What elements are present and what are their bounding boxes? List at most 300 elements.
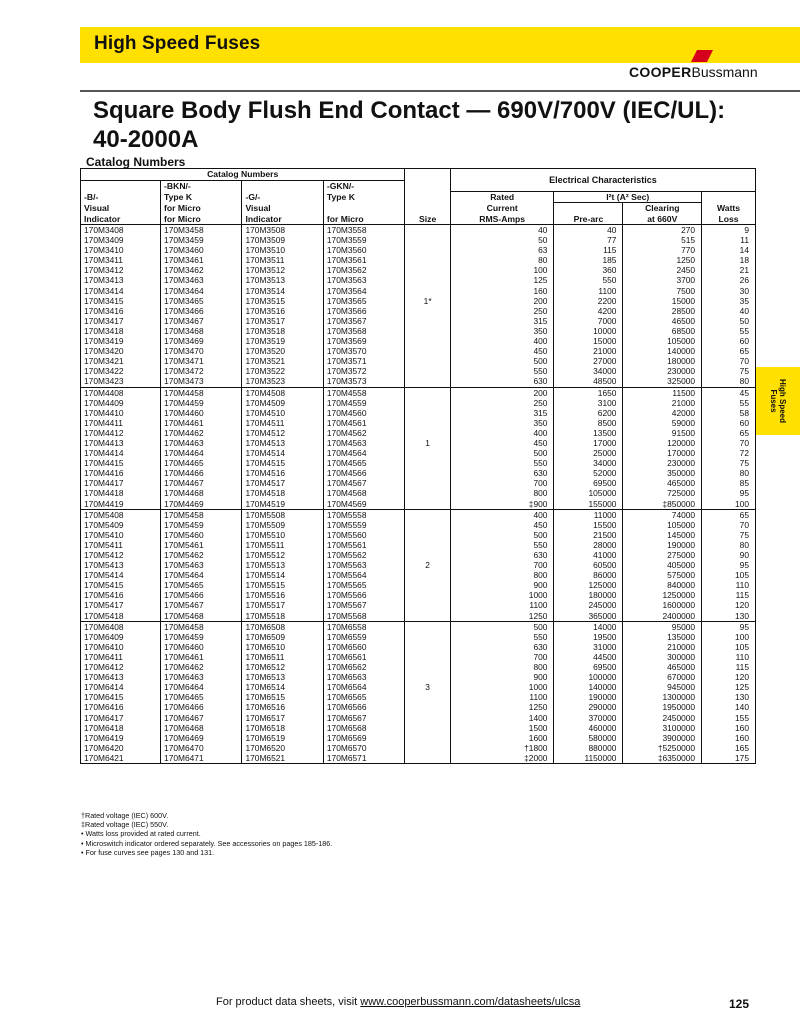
table-row bbox=[81, 632, 756, 642]
size-cell bbox=[405, 326, 451, 336]
b-catalog: 170M6414 bbox=[84, 682, 124, 693]
prearc-i2t: 11000 bbox=[554, 509, 623, 520]
gkn-catalog: 170M3560 bbox=[323, 245, 404, 255]
clearing-i2t: 120000 bbox=[623, 438, 702, 448]
clearing-i2t: 46500 bbox=[623, 316, 702, 326]
watts-loss: 21 bbox=[702, 265, 756, 275]
clearing-i2t: 465000 bbox=[623, 662, 702, 672]
table-row bbox=[81, 702, 756, 712]
b-catalog: 170M6419 bbox=[84, 732, 124, 743]
g-catalog: 170M5509 bbox=[242, 520, 323, 530]
rated-current: ‡2000 bbox=[450, 753, 554, 764]
bkn-catalog: 170M5458 bbox=[161, 509, 242, 520]
watts-loss: 125 bbox=[702, 682, 756, 692]
g-catalog: 170M4517 bbox=[242, 478, 323, 488]
clearing-i2t: 91500 bbox=[623, 428, 702, 438]
g-catalog: 170M3519 bbox=[242, 336, 323, 346]
clearing-i2t: ‡850000 bbox=[623, 499, 702, 510]
size-cell bbox=[405, 540, 451, 550]
watts-loss: 90 bbox=[702, 550, 756, 560]
size-cell bbox=[405, 225, 451, 236]
watts-loss: 95 bbox=[702, 560, 756, 570]
bkn-catalog: 170M4459 bbox=[161, 398, 242, 408]
size-cell bbox=[405, 408, 451, 418]
bkn-catalog: 170M5465 bbox=[161, 580, 242, 590]
rated-current: 160 bbox=[450, 286, 554, 296]
b-catalog: 170M5410 bbox=[84, 529, 124, 540]
watts-loss: 110 bbox=[702, 580, 756, 590]
g-catalog: 170M6516 bbox=[242, 702, 323, 712]
clearing-i2t: 1600000 bbox=[623, 600, 702, 610]
table-row bbox=[81, 600, 756, 610]
prearc-i2t: 25000 bbox=[554, 448, 623, 458]
table-row bbox=[81, 398, 756, 408]
cooper-bussmann-logo bbox=[629, 50, 769, 84]
watts-loss: 11 bbox=[702, 235, 756, 245]
g-catalog: 170M5514 bbox=[242, 570, 323, 580]
table-row bbox=[81, 438, 756, 448]
g-catalog: 170M6517 bbox=[242, 713, 323, 723]
size-cell bbox=[405, 499, 451, 510]
size-cell bbox=[405, 662, 451, 672]
bkn-catalog: 170M3465 bbox=[161, 296, 242, 306]
size-cell bbox=[405, 570, 451, 580]
header-rated-1: Rated bbox=[450, 191, 554, 203]
rated-current: 500 bbox=[450, 621, 554, 632]
prearc-i2t: 31000 bbox=[554, 642, 623, 652]
table-row bbox=[81, 376, 756, 387]
b-catalog: 170M5408 bbox=[84, 509, 124, 520]
gkn-catalog: 170M6558 bbox=[323, 621, 404, 632]
gkn-catalog: 170M4565 bbox=[323, 458, 404, 468]
gkn-catalog: 170M5565 bbox=[323, 580, 404, 590]
size-cell bbox=[405, 255, 451, 265]
header-g-3: Indicator bbox=[242, 214, 323, 225]
prearc-i2t: 550 bbox=[554, 275, 623, 285]
bkn-catalog: 170M3466 bbox=[161, 306, 242, 316]
b-catalog: 170M3417 bbox=[84, 315, 124, 326]
rated-current: 1600 bbox=[450, 733, 554, 743]
rated-current: 250 bbox=[450, 306, 554, 316]
clearing-i2t: 15000 bbox=[623, 296, 702, 306]
prearc-i2t: 360 bbox=[554, 265, 623, 275]
rated-current: 250 bbox=[450, 398, 554, 408]
size-cell bbox=[405, 753, 451, 764]
size-cell: 1* bbox=[405, 296, 451, 306]
size-cell bbox=[405, 387, 451, 398]
section-title: High Speed Fuses bbox=[94, 33, 261, 54]
clearing-i2t: 7500 bbox=[623, 286, 702, 296]
clearing-i2t: 95000 bbox=[623, 621, 702, 632]
b-catalog: 170M6421 bbox=[81, 753, 161, 764]
bkn-catalog: 170M3463 bbox=[161, 275, 242, 285]
gkn-catalog: 170M4558 bbox=[323, 387, 404, 398]
bkn-catalog: 170M5461 bbox=[161, 540, 242, 550]
rated-current: 40 bbox=[450, 225, 554, 236]
b-catalog: 170M6420 bbox=[84, 742, 124, 753]
gkn-catalog: 170M3567 bbox=[323, 316, 404, 326]
page-footer bbox=[216, 996, 580, 1008]
b-catalog: 170M3410 bbox=[84, 245, 124, 256]
clearing-i2t: 840000 bbox=[623, 580, 702, 590]
g-catalog: 170M5518 bbox=[242, 611, 323, 622]
size-cell bbox=[405, 478, 451, 488]
watts-loss: 80 bbox=[702, 540, 756, 550]
prearc-i2t: 69500 bbox=[554, 662, 623, 672]
size-cell bbox=[405, 235, 451, 245]
gkn-catalog: 170M5567 bbox=[323, 600, 404, 610]
prearc-i2t: 460000 bbox=[554, 723, 623, 733]
bkn-catalog: 170M4466 bbox=[161, 468, 242, 478]
gkn-catalog: 170M3570 bbox=[323, 346, 404, 356]
prearc-i2t: 155000 bbox=[554, 499, 623, 510]
g-catalog: 170M5517 bbox=[242, 600, 323, 610]
rated-current: 1250 bbox=[450, 611, 554, 622]
rated-current: 900 bbox=[450, 672, 554, 682]
rated-current: 630 bbox=[450, 642, 554, 652]
clearing-i2t: 275000 bbox=[623, 550, 702, 560]
bkn-catalog: 170M5464 bbox=[161, 570, 242, 580]
g-catalog: 170M4508 bbox=[242, 387, 323, 398]
prearc-i2t: 245000 bbox=[554, 600, 623, 610]
prearc-i2t: 86000 bbox=[554, 570, 623, 580]
gkn-catalog: 170M4562 bbox=[323, 428, 404, 438]
gkn-catalog: 170M6570 bbox=[323, 743, 404, 753]
page-number: 125 bbox=[729, 997, 750, 1011]
b-catalog: 170M5409 bbox=[84, 519, 124, 530]
size-cell bbox=[405, 336, 451, 346]
watts-loss: 105 bbox=[702, 570, 756, 580]
bkn-catalog: 170M3461 bbox=[161, 255, 242, 265]
watts-loss: 140 bbox=[702, 702, 756, 712]
table-row bbox=[81, 448, 756, 458]
rated-current: 125 bbox=[450, 275, 554, 285]
b-catalog: 170M3411 bbox=[84, 255, 123, 266]
header-b-3: Indicator bbox=[81, 214, 161, 225]
table-row bbox=[81, 265, 756, 275]
table-row bbox=[81, 713, 756, 723]
rated-current: 1500 bbox=[450, 723, 554, 733]
table-row bbox=[81, 753, 756, 764]
clearing-i2t: 28500 bbox=[623, 306, 702, 316]
table-row bbox=[81, 590, 756, 600]
gkn-catalog: 170M6571 bbox=[323, 753, 404, 764]
clearing-i2t: 105000 bbox=[623, 520, 702, 530]
g-catalog: 170M3518 bbox=[242, 326, 323, 336]
rated-current: 1100 bbox=[450, 600, 554, 610]
bkn-catalog: 170M5468 bbox=[161, 611, 242, 622]
table-row bbox=[81, 275, 756, 285]
header-clearing-2: at 660V bbox=[623, 214, 702, 225]
rated-current: 50 bbox=[450, 235, 554, 245]
table-row bbox=[81, 621, 756, 632]
size-cell bbox=[405, 550, 451, 560]
g-catalog: 170M5513 bbox=[242, 560, 323, 570]
gkn-catalog: 170M3571 bbox=[323, 356, 404, 366]
prearc-i2t: 140000 bbox=[554, 682, 623, 692]
table-row bbox=[81, 570, 756, 580]
watts-loss: 70 bbox=[702, 356, 756, 366]
g-catalog: 170M3512 bbox=[242, 265, 323, 275]
rated-current: 63 bbox=[450, 245, 554, 255]
gkn-catalog: 170M5561 bbox=[323, 540, 404, 550]
footnotes bbox=[81, 811, 332, 857]
rated-current: 80 bbox=[450, 255, 554, 265]
prearc-i2t: 28000 bbox=[554, 540, 623, 550]
prearc-i2t: 3100 bbox=[554, 398, 623, 408]
b-catalog: 170M6416 bbox=[84, 702, 124, 713]
watts-loss: 115 bbox=[702, 590, 756, 600]
table-row bbox=[81, 550, 756, 560]
g-catalog: 170M4515 bbox=[242, 458, 323, 468]
table-row bbox=[81, 743, 756, 753]
bkn-catalog: 170M6462 bbox=[161, 662, 242, 672]
prearc-i2t: 15500 bbox=[554, 520, 623, 530]
clearing-i2t: 2450000 bbox=[623, 713, 702, 723]
watts-loss: 130 bbox=[702, 692, 756, 702]
gkn-catalog: 170M4569 bbox=[323, 499, 404, 510]
watts-loss: 160 bbox=[702, 733, 756, 743]
table-row bbox=[81, 458, 756, 468]
prearc-i2t: 1100 bbox=[554, 286, 623, 296]
watts-loss: 155 bbox=[702, 713, 756, 723]
prearc-i2t: 44500 bbox=[554, 652, 623, 662]
watts-loss: 65 bbox=[702, 509, 756, 520]
watts-loss: 85 bbox=[702, 478, 756, 488]
header-size: Size bbox=[405, 214, 451, 225]
gkn-catalog: 170M4568 bbox=[323, 488, 404, 498]
rated-current: 500 bbox=[450, 530, 554, 540]
prearc-i2t: 8500 bbox=[554, 418, 623, 428]
footnote: • Watts loss provided at rated current. bbox=[81, 829, 201, 839]
table-row bbox=[81, 580, 756, 590]
b-catalog: 170M3421 bbox=[84, 356, 124, 367]
header-g-1: -G/- bbox=[242, 191, 323, 203]
size-cell bbox=[405, 743, 451, 753]
size-cell bbox=[405, 509, 451, 520]
bkn-catalog: 170M4460 bbox=[161, 408, 242, 418]
watts-loss: 50 bbox=[702, 316, 756, 326]
table-row bbox=[81, 560, 756, 570]
prearc-i2t: 41000 bbox=[554, 550, 623, 560]
bkn-catalog: 170M5467 bbox=[161, 600, 242, 610]
size-cell bbox=[405, 530, 451, 540]
header-prearc: Pre-arc bbox=[554, 214, 623, 225]
gkn-catalog: 170M3563 bbox=[323, 275, 404, 285]
header-watts-2: Loss bbox=[702, 214, 756, 225]
watts-loss: 100 bbox=[702, 632, 756, 642]
gkn-catalog: 170M3572 bbox=[323, 366, 404, 376]
rated-current: 400 bbox=[450, 336, 554, 346]
fuse-table bbox=[80, 168, 756, 764]
bkn-catalog: 170M3468 bbox=[161, 326, 242, 336]
clearing-i2t: 1300000 bbox=[623, 692, 702, 702]
gkn-catalog: 170M6561 bbox=[323, 652, 404, 662]
g-catalog: 170M6519 bbox=[242, 733, 323, 743]
prearc-i2t: 100000 bbox=[554, 672, 623, 682]
rated-current: 550 bbox=[450, 458, 554, 468]
watts-loss: 35 bbox=[702, 296, 756, 306]
rated-current: 700 bbox=[450, 560, 554, 570]
size-cell bbox=[405, 286, 451, 296]
gkn-catalog: 170M5563 bbox=[323, 560, 404, 570]
clearing-i2t: 3900000 bbox=[623, 733, 702, 743]
g-catalog: 170M4514 bbox=[242, 448, 323, 458]
bkn-catalog: 170M3469 bbox=[161, 336, 242, 346]
b-catalog: 170M3416 bbox=[84, 305, 124, 316]
clearing-i2t: 3100000 bbox=[623, 723, 702, 733]
bkn-catalog: 170M5462 bbox=[161, 550, 242, 560]
size-cell bbox=[405, 621, 451, 632]
g-catalog: 170M5515 bbox=[242, 580, 323, 590]
size-cell bbox=[405, 265, 451, 275]
clearing-i2t: 2450 bbox=[623, 265, 702, 275]
clearing-i2t: 325000 bbox=[623, 376, 702, 387]
size-cell bbox=[405, 632, 451, 642]
rated-current: †1800 bbox=[450, 743, 554, 753]
table-row bbox=[81, 682, 756, 692]
rated-current: 900 bbox=[450, 580, 554, 590]
bkn-catalog: 170M6458 bbox=[161, 621, 242, 632]
gkn-catalog: 170M4567 bbox=[323, 478, 404, 488]
size-cell bbox=[405, 356, 451, 366]
size-cell bbox=[405, 458, 451, 468]
bkn-catalog: 170M4467 bbox=[161, 478, 242, 488]
bkn-catalog: 170M6470 bbox=[161, 743, 242, 753]
g-catalog: 170M3514 bbox=[242, 286, 323, 296]
clearing-i2t: 68500 bbox=[623, 326, 702, 336]
g-catalog: 170M3511 bbox=[242, 255, 323, 265]
size-cell bbox=[405, 488, 451, 498]
g-catalog: 170M4511 bbox=[242, 418, 323, 428]
g-catalog: 170M6520 bbox=[242, 743, 323, 753]
gkn-catalog: 170M5562 bbox=[323, 550, 404, 560]
watts-loss: 95 bbox=[702, 488, 756, 498]
watts-loss: 120 bbox=[702, 672, 756, 682]
rated-current: 400 bbox=[450, 428, 554, 438]
size-cell bbox=[405, 366, 451, 376]
g-catalog: 170M6513 bbox=[242, 672, 323, 682]
gkn-catalog: 170M3564 bbox=[323, 286, 404, 296]
rated-current: 550 bbox=[450, 540, 554, 550]
rated-current: 450 bbox=[450, 520, 554, 530]
g-catalog: 170M3517 bbox=[242, 316, 323, 326]
b-catalog: 170M4409 bbox=[84, 397, 124, 408]
size-cell bbox=[405, 428, 451, 438]
table-row bbox=[81, 408, 756, 418]
rated-current: 315 bbox=[450, 316, 554, 326]
clearing-i2t: 670000 bbox=[623, 672, 702, 682]
table-row bbox=[81, 235, 756, 245]
gkn-catalog: 170M3562 bbox=[323, 265, 404, 275]
header-rated-3: RMS-Amps bbox=[450, 214, 554, 225]
gkn-catalog: 170M3559 bbox=[323, 235, 404, 245]
prearc-i2t: 1150000 bbox=[554, 753, 623, 764]
header-b-1: -B/- bbox=[84, 191, 99, 202]
table-row bbox=[81, 306, 756, 316]
b-catalog: 170M3419 bbox=[84, 336, 124, 347]
bkn-catalog: 170M3458 bbox=[161, 225, 242, 236]
size-cell bbox=[405, 346, 451, 356]
rated-current: 450 bbox=[450, 438, 554, 448]
prearc-i2t: 370000 bbox=[554, 713, 623, 723]
rated-current: 350 bbox=[450, 326, 554, 336]
gkn-catalog: 170M3558 bbox=[323, 225, 404, 236]
b-catalog: 170M6408 bbox=[84, 621, 124, 632]
size-cell bbox=[405, 376, 451, 387]
gkn-catalog: 170M5568 bbox=[323, 611, 404, 622]
table-row bbox=[81, 478, 756, 488]
bkn-catalog: 170M3470 bbox=[161, 346, 242, 356]
page-title: Square Body Flush End Contact — 690V/700V (IEC/UL): 40-2000A bbox=[93, 97, 726, 153]
table-row bbox=[81, 316, 756, 326]
clearing-i2t: 515 bbox=[623, 235, 702, 245]
g-catalog: 170M3520 bbox=[242, 346, 323, 356]
g-catalog: 170M3513 bbox=[242, 275, 323, 285]
b-catalog: 170M4416 bbox=[84, 468, 124, 479]
g-catalog: 170M4512 bbox=[242, 428, 323, 438]
table-row bbox=[81, 286, 756, 296]
clearing-i2t: 465000 bbox=[623, 478, 702, 488]
gkn-catalog: 170M6564 bbox=[323, 682, 404, 692]
header-b-2: Visual bbox=[84, 202, 110, 213]
bkn-catalog: 170M4468 bbox=[161, 488, 242, 498]
prearc-i2t: 77 bbox=[554, 235, 623, 245]
watts-loss: 40 bbox=[702, 306, 756, 316]
bkn-catalog: 170M3459 bbox=[161, 235, 242, 245]
clearing-i2t: 135000 bbox=[623, 632, 702, 642]
g-catalog: 170M4513 bbox=[242, 438, 323, 448]
b-catalog: 170M4417 bbox=[84, 478, 124, 489]
clearing-i2t: 725000 bbox=[623, 488, 702, 498]
header-gkn-1: -GKN/- bbox=[323, 180, 404, 191]
g-catalog: 170M3509 bbox=[242, 235, 323, 245]
table-row bbox=[81, 245, 756, 255]
watts-loss: 55 bbox=[702, 326, 756, 336]
g-catalog: 170M5508 bbox=[242, 509, 323, 520]
bkn-catalog: 170M3471 bbox=[161, 356, 242, 366]
prearc-i2t: 105000 bbox=[554, 488, 623, 498]
footnote: • Microswitch indicator ordered separately. See accessories on pages 185-186. bbox=[81, 838, 333, 848]
datasheets-link[interactable]: www.cooperbussmann.com/datasheets/ulcsa bbox=[360, 996, 581, 1008]
table-row bbox=[81, 326, 756, 336]
b-catalog: 170M6415 bbox=[84, 692, 124, 703]
g-catalog: 170M6509 bbox=[242, 632, 323, 642]
clearing-i2t: 270 bbox=[623, 225, 702, 236]
watts-loss: 80 bbox=[702, 468, 756, 478]
b-catalog: 170M3418 bbox=[84, 325, 124, 336]
bkn-catalog: 170M5459 bbox=[161, 520, 242, 530]
prearc-i2t: 125000 bbox=[554, 580, 623, 590]
size-cell: 3 bbox=[405, 682, 451, 692]
prearc-i2t: 4200 bbox=[554, 306, 623, 316]
clearing-i2t: 1250 bbox=[623, 255, 702, 265]
footnote: †Rated voltage (IEC) 600V. bbox=[81, 811, 169, 820]
b-catalog: 170M4410 bbox=[84, 407, 124, 418]
rated-current: 500 bbox=[450, 356, 554, 366]
size-cell: 1 bbox=[405, 438, 451, 448]
bkn-catalog: 170M3464 bbox=[161, 286, 242, 296]
g-catalog: 170M6512 bbox=[242, 662, 323, 672]
watts-loss: 9 bbox=[702, 225, 756, 236]
g-catalog: 170M4516 bbox=[242, 468, 323, 478]
gkn-catalog: 170M3568 bbox=[323, 326, 404, 336]
watts-loss: 60 bbox=[702, 336, 756, 346]
clearing-i2t: 21000 bbox=[623, 398, 702, 408]
header-i2t: I²t (A² Sec) bbox=[554, 191, 702, 203]
table-header bbox=[81, 169, 756, 225]
clearing-i2t: 105000 bbox=[623, 336, 702, 346]
